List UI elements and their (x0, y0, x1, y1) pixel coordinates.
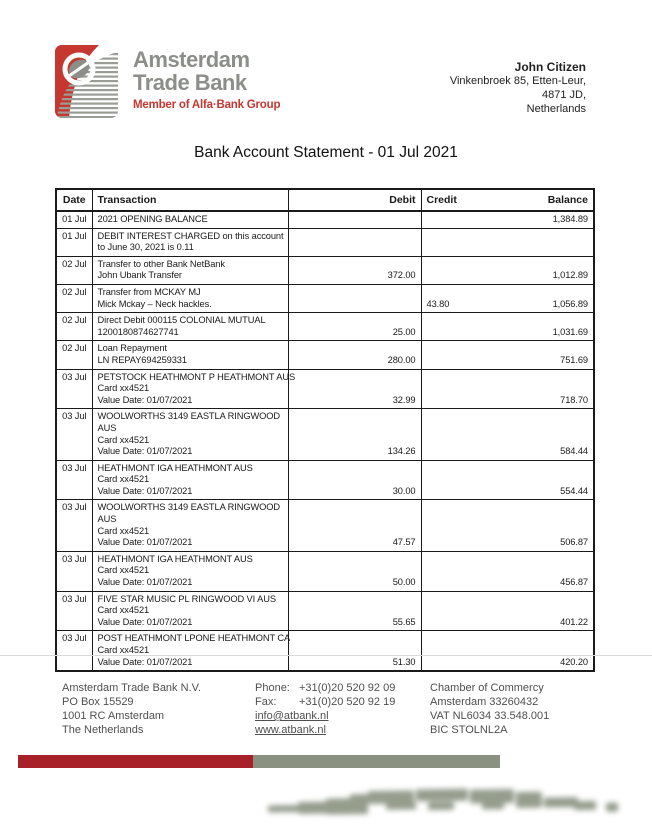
transaction-line: Value Date: 01/07/2021 (97, 537, 193, 548)
transaction-line: Card xx4521 (97, 474, 150, 485)
cell-date: 01 Jul (56, 211, 92, 228)
cell-transaction (92, 460, 288, 500)
column-header-date: Date (56, 189, 92, 211)
footer-bank-line: The Netherlands (62, 724, 144, 736)
blurred-watermark (268, 783, 619, 828)
cell-date: 02 Jul (56, 284, 92, 312)
transaction-line: AUS (97, 514, 117, 525)
cell-date: 01 Jul (56, 228, 92, 256)
page-title: Bank Account Statement - 01 Jul 2021 (194, 144, 458, 161)
cell-debit: 55.65 (288, 591, 421, 631)
cell-transaction (92, 631, 291, 671)
cell-debit: 25.00 (288, 313, 421, 341)
cell-credit-balance (421, 211, 594, 228)
cell-transaction (92, 409, 288, 460)
column-header-credit: Credit (426, 194, 457, 206)
phone-label: Phone: (255, 682, 290, 694)
transaction-line: 1200180874627741 (97, 326, 179, 337)
statement-table (55, 188, 595, 672)
bank-logo-icon (55, 45, 118, 118)
transaction-line: Loan Repayment (97, 343, 167, 354)
table-row (56, 500, 594, 551)
cell-debit: 134.26 (288, 409, 421, 460)
cell-credit-balance (421, 409, 594, 460)
transaction-line: to June 30, 2021 is 0.11 (97, 242, 194, 253)
balance-value: 718.70 (560, 394, 588, 405)
cell-debit (288, 228, 421, 256)
cell-date: 03 Jul (56, 369, 92, 409)
table-row (56, 256, 594, 284)
balance-value: 1,012.89 (552, 270, 588, 281)
balance-value: 554.44 (560, 485, 588, 496)
table-header-row (56, 189, 594, 211)
customer-address-line: Vinkenbroek 85, Etten-Leur, (449, 75, 586, 87)
transaction-line: Card xx4521 (97, 434, 150, 445)
cell-transaction (92, 211, 288, 228)
cell-debit: 32.99 (288, 369, 421, 409)
cell-debit: 280.00 (288, 341, 421, 369)
cell-transaction (92, 500, 288, 551)
balance-value: 456.87 (560, 577, 588, 588)
transaction-line: PETSTOCK HEATHMONT P HEATHMONT AUS (97, 371, 296, 382)
transaction-line: Value Date: 01/07/2021 (97, 446, 193, 457)
transaction-line: Value Date: 01/07/2021 (97, 616, 193, 627)
cell-debit (288, 211, 421, 228)
fax-number: +31(0)20 520 92 19 (299, 696, 396, 708)
transaction-line: Card xx4521 (97, 525, 150, 536)
transaction-line: Value Date: 01/07/2021 (97, 577, 193, 588)
transaction-line: POST HEATHMONT LPONE HEATHMONT CA (97, 633, 291, 644)
cell-date: 03 Jul (56, 409, 92, 460)
credit-value: 43.80 (426, 298, 450, 309)
table-row (56, 228, 594, 256)
customer-address-line: 4871 JD, (541, 89, 586, 101)
cell-transaction (92, 313, 288, 341)
footer-registration (430, 681, 549, 737)
brand-color-bar (18, 755, 500, 768)
transaction-line: Value Date: 01/07/2021 (97, 394, 193, 405)
balance-value: 506.87 (560, 537, 588, 548)
balance-value: 584.44 (560, 446, 588, 457)
phone-line (255, 681, 395, 695)
cell-transaction (92, 369, 296, 409)
transaction-line: DEBIT INTEREST CHARGED on this account (97, 230, 284, 241)
transaction-line: Direct Debit 000115 COLONIAL MUTUAL (97, 315, 266, 326)
cell-debit: 50.00 (288, 551, 421, 591)
cell-credit-balance (421, 256, 594, 284)
transaction-line: AUS (97, 422, 117, 433)
cell-debit: 51.30 (288, 631, 421, 671)
cell-date: 03 Jul (56, 500, 92, 551)
balance-value: 751.69 (560, 354, 588, 365)
fax-label: Fax: (255, 696, 277, 708)
cell-credit-balance (421, 500, 594, 551)
table-row (56, 460, 594, 500)
table-row (56, 551, 594, 591)
transaction-line: HEATHMONT IGA HEATHMONT AUS (97, 553, 253, 564)
column-header-balance: Balance (547, 194, 588, 206)
statement-header (55, 45, 280, 118)
transaction-line: WOOLWORTHS 3149 EASTLA RINGWOOD (97, 411, 281, 422)
cell-date: 03 Jul (56, 631, 92, 671)
transaction-line: FIVE STAR MUSIC PL RINGWOOD VI AUS (97, 593, 276, 604)
balance-value: 1,031.69 (552, 326, 588, 337)
transaction-line: Card xx4521 (97, 645, 150, 655)
cell-date: 02 Jul (56, 313, 92, 341)
table-row (56, 631, 594, 671)
cell-debit: 47.57 (288, 500, 421, 551)
cell-date: 03 Jul (56, 591, 92, 631)
balance-value: 1,056.89 (552, 298, 588, 309)
cell-transaction (92, 551, 288, 591)
transaction-line: 2021 OPENING BALANCE (97, 214, 208, 224)
transaction-line: Transfer to other Bank NetBank (97, 258, 225, 269)
transaction-line: LN REPAY694259331 (97, 354, 187, 365)
transaction-line: Value Date: 01/07/2021 (97, 656, 193, 667)
phone-number: +31(0)20 520 92 09 (299, 682, 396, 694)
cell-date: 02 Jul (56, 256, 92, 284)
cell-credit-balance (421, 460, 594, 500)
transaction-line: Mick Mckay – Neck hackles. (97, 298, 212, 309)
email-link[interactable]: info@atbank.nl (255, 710, 329, 722)
cell-debit: 372.00 (288, 256, 421, 284)
cell-transaction (92, 228, 288, 256)
column-header-debit: Debit (288, 189, 421, 211)
cell-credit-balance (421, 551, 594, 591)
footer-bank-line: PO Box 15529 (62, 696, 134, 708)
footer-reg-line: BIC STOLNL2A (430, 724, 508, 736)
footer-bank-address (62, 681, 201, 737)
footer-bank-line: 1001 RC Amsterdam (62, 710, 165, 722)
cell-credit-balance (421, 341, 594, 369)
table-row (56, 591, 594, 631)
column-header-transaction: Transaction (92, 189, 288, 211)
cell-credit-balance (421, 369, 594, 409)
brand-bar-gray-segment (253, 755, 500, 768)
logo-line-2: Trade Bank (133, 70, 247, 95)
cell-transaction (92, 341, 288, 369)
bank-logo-text (133, 45, 280, 118)
cell-credit-balance (421, 284, 594, 312)
transaction-line: HEATHMONT IGA HEATHMONT AUS (97, 462, 253, 473)
customer-address-line: Netherlands (526, 103, 586, 115)
footer-reg-line: Amsterdam 33260432 (430, 696, 539, 708)
footer-divider (0, 655, 652, 656)
transaction-line: Transfer from MCKAY MJ (97, 286, 201, 297)
cell-date: 02 Jul (56, 341, 92, 369)
table-row (56, 369, 594, 409)
balance-value: 1,384.89 (552, 214, 588, 224)
cell-credit-balance (421, 631, 594, 671)
cell-credit-balance (421, 228, 594, 256)
transaction-line: Card xx4521 (97, 565, 150, 576)
customer-name: John Citizen (514, 60, 586, 74)
cell-credit-balance (421, 591, 594, 631)
table-row (56, 211, 594, 228)
logo-line-1: Amsterdam (133, 47, 250, 72)
table-row (56, 341, 594, 369)
footer-contact (255, 681, 395, 737)
table-row (56, 409, 594, 460)
brand-bar-red-segment (18, 755, 253, 768)
cell-transaction (92, 284, 288, 312)
statement-table-body (56, 211, 594, 671)
footer-bank-line: Amsterdam Trade Bank N.V. (62, 682, 201, 694)
fax-line (255, 695, 395, 709)
cell-date: 03 Jul (56, 460, 92, 500)
footer-reg-line: VAT NL6034 33.548.001 (430, 710, 550, 722)
customer-address-block (450, 60, 586, 116)
transaction-line: Card xx4521 (97, 605, 150, 616)
logo-tagline: Member of Alfa·Bank Group (133, 99, 281, 111)
cell-credit-balance (421, 313, 594, 341)
transaction-line: WOOLWORTHS 3149 EASTLA RINGWOOD (97, 502, 281, 513)
transaction-line: Card xx4521 (97, 383, 150, 394)
website-link[interactable]: www.atbank.nl (255, 724, 326, 736)
transaction-line: John Ubank Transfer (97, 270, 182, 281)
column-header-credit-balance (421, 189, 594, 211)
balance-value: 401.22 (560, 616, 588, 627)
table-row (56, 313, 594, 341)
balance-value: 420.20 (560, 656, 588, 667)
cell-transaction (92, 591, 288, 631)
footer-reg-line: Chamber of Commercy (430, 682, 544, 694)
cell-debit: 30.00 (288, 460, 421, 500)
cell-transaction (92, 256, 288, 284)
cell-date: 03 Jul (56, 551, 92, 591)
cell-debit (288, 284, 421, 312)
transaction-line: Value Date: 01/07/2021 (97, 485, 193, 496)
table-row (56, 284, 594, 312)
